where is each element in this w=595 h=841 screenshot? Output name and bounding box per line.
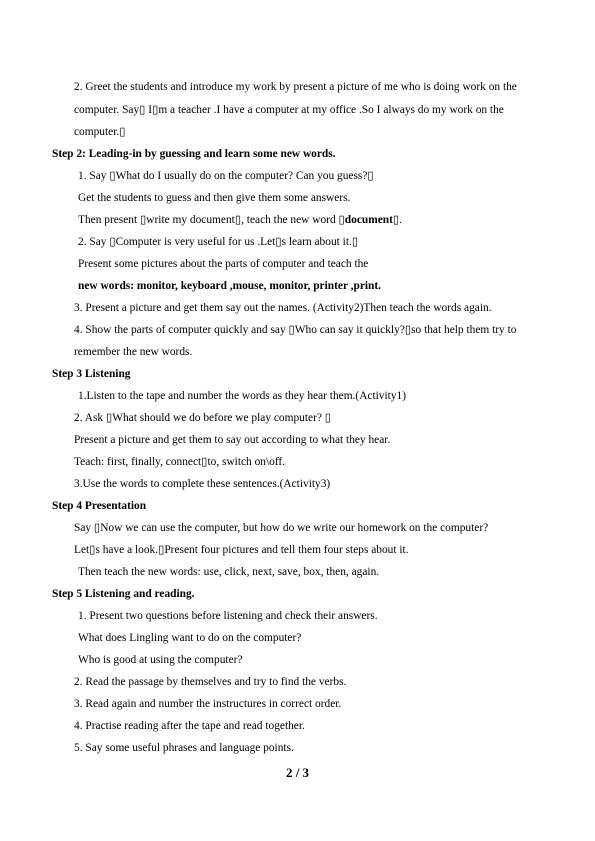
text-line: 2. Read the passage by themselves and try to find the verbs. [74,676,347,688]
text-line: Teach: first, finally, connect▯to, switch on\off. [74,456,286,468]
text-line: computer. Say▯ I▯m a teacher .I have a computer at my office .So I always do my work on the [74,104,504,116]
text-line: 3.Use the words to complete these sentences.(Activity3) [74,478,331,490]
text-line: 2. Greet the students and introduce my work by present a picture of me who is doing work on the [74,81,517,93]
text-line: 4. Practise reading after the tape and read together. [74,720,305,732]
text-line: remember the new words. [74,346,193,358]
text-line: Present some pictures about the parts of computer and teach the [78,258,369,270]
section-heading: Step 2: Leading-in by guessing and learn some new words. [52,148,336,160]
section-heading: Step 5 Listening and reading. [52,588,195,600]
text-line: 3. Read again and number the instructures in correct order. [74,698,342,710]
text-run: Then present ▯write my document▯, teach the new word ▯ [78,214,345,226]
text-line: 5. Say some useful phrases and language points. [74,742,294,754]
text-line: 3. Present a picture and get them say out the names. (Activity2)Then teach the words again. [74,302,492,314]
page-number: 2 / 3 [285,765,310,780]
text-line: 2. Say ▯Computer is very useful for us .Let▯s learn about it.▯ [78,236,359,248]
text-line: 4. Show the parts of computer quickly and say ▯Who can say it quickly?▯so that help them try to [74,324,517,336]
text-line: computer.▯ [74,126,126,138]
bold-word: document [344,214,393,226]
text-line: 2. Ask ▯What should we do before we play computer? ▯ [74,412,332,424]
text-line: Get the students to guess and then give them some answers. [78,192,351,204]
text-line: Who is good at using the computer? [78,654,243,666]
text-line: Present a picture and get them to say out according to what they hear. [74,434,391,446]
text-run: ▯. [392,214,403,226]
text-line: 1. Say ▯What do I usually do on the computer? Can you guess?▯ [78,170,374,182]
text-line: Say ▯Now we can use the computer, but how do we write our homework on the computer? [74,522,489,534]
text-line: What does Lingling want to do on the computer? [78,632,302,644]
text-line: 1. Present two questions before listening and check their answers. [78,610,378,622]
text-line: new words: monitor, keyboard ,mouse, monitor, printer ,print. [78,280,382,292]
section-heading: Step 3 Listening [52,368,131,380]
text-line [78,213,402,227]
section-heading: Step 4 Presentation [52,500,147,512]
text-line: 1.Listen to the tape and number the words as they hear them.(Activity1) [78,390,407,402]
text-line: Then teach the new words: use, click, next, save, box, then, again. [78,566,380,578]
text-line: Let▯s have a look.▯Present four pictures and tell them four steps about it. [74,544,409,556]
